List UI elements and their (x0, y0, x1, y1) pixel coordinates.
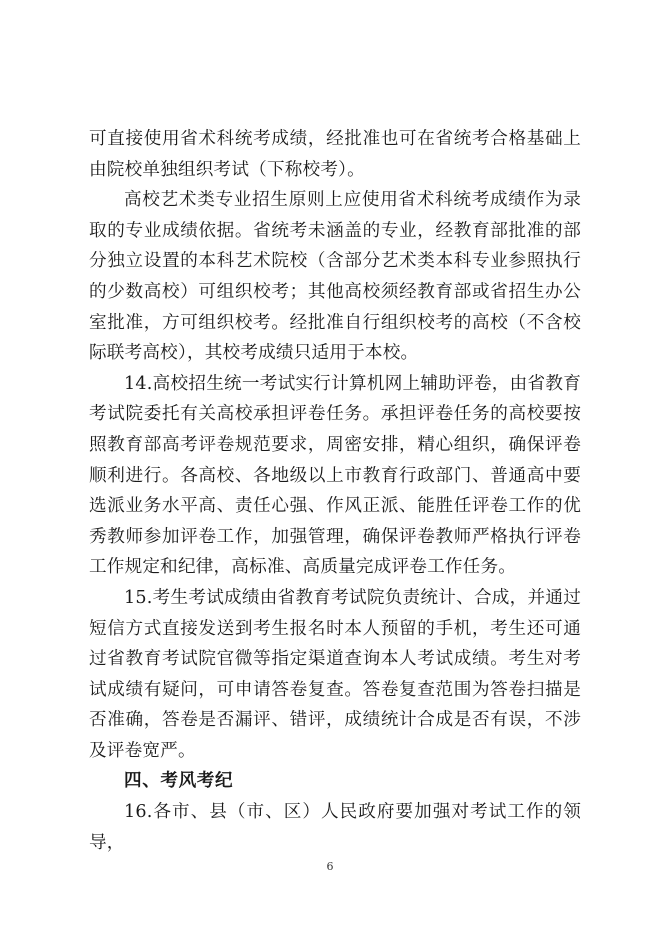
document-body (89, 124, 581, 858)
paragraph-art-admission: 高校艺术类专业招生原则上应使用省术科统考成绩作为录取的专业成绩依据。省统考未涵盖的专业，经教育部批准的部分独立设置的本科艺术院校（含部分艺术类本科专业参照执行的少数高校）可组织校考；其他高校须经教育部或省招生办公室批准，方可组织校考。经批准自行组织校考的高校（不含校际联考高校），其校考成绩只适用于本校。 (89, 190, 581, 364)
section-heading: 四、考风考纪 (124, 771, 234, 792)
page-number: 6 (326, 860, 334, 873)
paragraph-item-16: 16.各市、县（市、区）人民政府要加强对考试工作的领导， (89, 802, 581, 853)
paragraph-continuation: 可直接使用省术科统考成绩，经批准也可在省统考合格基础上由院校单独组织考试（下称校考）。 (89, 129, 581, 180)
paragraph-item-14: 14.高校招生统一考试实行计算机网上辅助评卷，由省教育考试院委托有关高校承担评卷任务。承担评卷任务的高校要按照教育部高考评卷规范要求，周密安排，精心组织，确保评卷顺利进行。各高校、各地级以上市教育行政部门、普通高中要选派业务水平高、责任心强、作风正派、能胜任评卷工作的优秀教师参加评卷工作，加强管理，确保评卷教师严格执行评卷工作规定和纪律，高标准、高质量完成评卷工作任务。 (89, 373, 581, 578)
paragraph-item-15: 15.考生考试成绩由省教育考试院负责统计、合成，并通过短信方式直接发送到考生报名时本人预留的手机，考生还可通过省教育考试院官微等指定渠道查询本人考试成绩。考生对考试成绩有疑问，可申请答卷复查。答卷复查范围为答卷扫描是否准确，答卷是否漏评、错评，成绩统计合成是否有误，不涉及评卷宽严。 (89, 587, 581, 761)
